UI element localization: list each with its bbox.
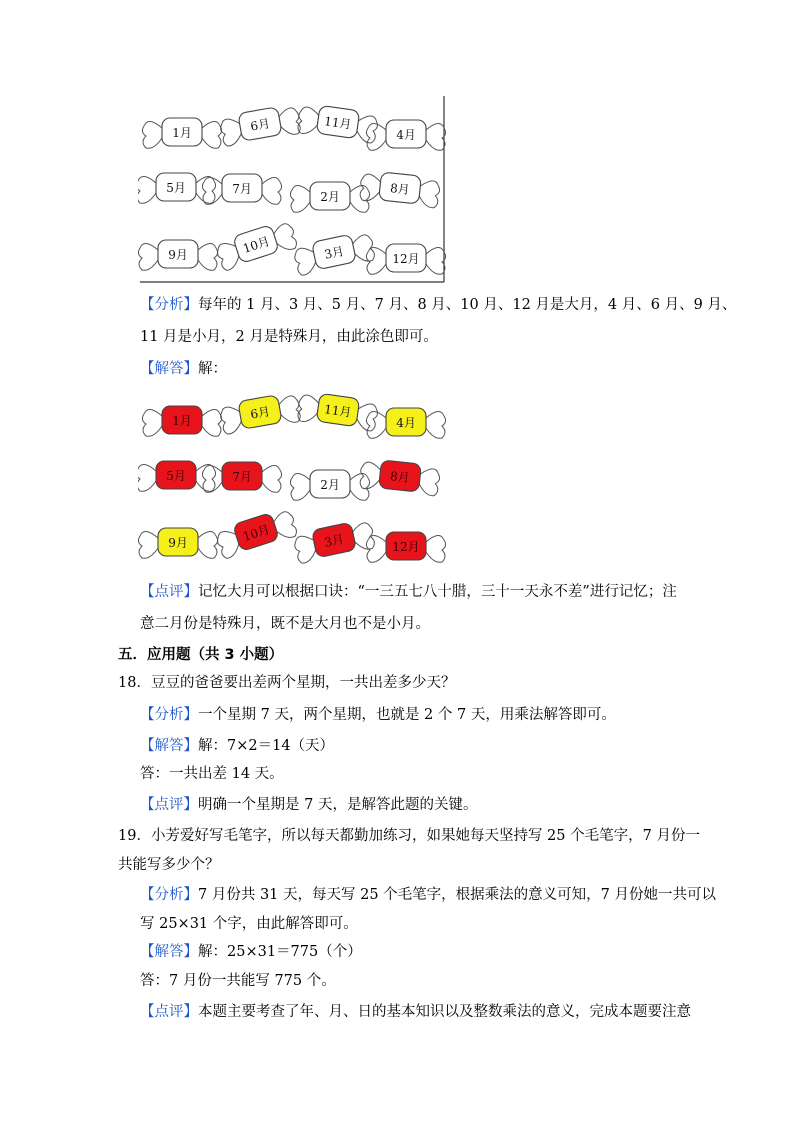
- candy-month-label: 1月: [172, 126, 192, 140]
- section-title: 五．应用题（共 3 小题）: [118, 647, 284, 663]
- candy-month-label: 4月: [396, 128, 416, 142]
- analysis-text: 7 月份共 31 天，每天写 25 个毛笔字，根据乘法的意义可知，7 月份她一共可以: [198, 887, 717, 903]
- q19-reply: 答：7 月份一共能写 775 个。: [140, 973, 336, 989]
- candy-month-label: 5月: [166, 469, 186, 483]
- uncolored-candy: [138, 173, 216, 203]
- candy-month-label: 6月: [249, 116, 272, 134]
- comment-1-line-1: [140, 582, 677, 602]
- colored-candy: [142, 406, 221, 436]
- candy-month-label: 11月: [323, 114, 353, 132]
- analysis-text: 一个星期 7 天，两个星期，也就是 2 个 7 天，用乘法解答即可。: [198, 707, 616, 723]
- answer-1-line: [140, 359, 227, 379]
- question-19-line-1: 19．小芳爱好写毛笔字，所以每天都勤加练习，如果她每天坚持写 25 个毛笔字，7 月份一: [118, 828, 700, 844]
- candy-figure-uncolored: [138, 92, 448, 284]
- answer-text: 解：25×31＝775（个）: [198, 944, 362, 960]
- analysis-1-line-1: [140, 295, 736, 315]
- analysis-tag: 【分析】: [140, 707, 198, 723]
- colored-candy: [290, 470, 369, 500]
- q18-comment-line: [140, 795, 477, 815]
- candy-month-label: 4月: [396, 416, 416, 430]
- colored-candy: [297, 391, 380, 432]
- uncolored-candy: [142, 118, 221, 148]
- comment-tag: 【点评】: [140, 797, 198, 813]
- uncolored-candy: [366, 244, 445, 274]
- candy-month-label: 10月: [241, 522, 272, 544]
- candy-month-label: 8月: [389, 469, 411, 485]
- comment-tag: 【点评】: [140, 1004, 198, 1020]
- analysis-text: 每年的 1 月、3 月、5 月、7 月、8 月、10 月、12 月是大月，4 月、6 月、9 月、: [198, 297, 737, 313]
- colored-candy: [214, 506, 299, 559]
- uncolored-candy: [138, 240, 217, 270]
- colored-candy: [366, 532, 445, 562]
- candy-month-label: 3月: [323, 532, 346, 550]
- uncolored-candy: [219, 103, 302, 147]
- comment-tag: 【点评】: [140, 584, 198, 600]
- candy-figure-colored: [138, 380, 448, 572]
- uncolored-candy: [214, 218, 299, 271]
- uncolored-candy: [297, 103, 380, 144]
- candy-month-label: 10月: [241, 234, 272, 256]
- uncolored-candy: [292, 230, 376, 276]
- answer-text: 解：7×2＝14（天）: [198, 738, 335, 754]
- candy-month-label: 11月: [323, 402, 353, 420]
- candy-month-label: 2月: [320, 190, 340, 204]
- comment-text: 记忆大月可以根据口诀：“一三五七八十腊，三十一天永不差”进行记忆；注: [198, 584, 677, 600]
- colored-candy: [138, 528, 217, 558]
- q18-analysis-line: [140, 705, 616, 725]
- colored-candy: [359, 458, 441, 496]
- analysis-text: 11 月是小月，2 月是特殊月，由此涂色即可。: [140, 329, 438, 345]
- analysis-tag: 【分析】: [140, 887, 198, 903]
- candy-month-label: 12月: [392, 252, 420, 266]
- answer-tag: 【解答】: [140, 944, 198, 960]
- comment-text: 本题主要考查了年、月、日的基本知识以及整数乘法的意义，完成本题要注意: [198, 1004, 691, 1020]
- q18-reply: 答：一共出差 14 天。: [140, 766, 284, 782]
- uncolored-candy: [359, 170, 441, 208]
- colored-candy: [292, 518, 376, 564]
- comment-text: 明确一个星期是 7 天，是解答此题的关键。: [198, 797, 478, 813]
- q19-analysis-line-2: 写 25×31 个字，由此解答即可。: [140, 916, 358, 932]
- q19-comment-line: [140, 1002, 691, 1022]
- colored-candy: [138, 461, 216, 491]
- candy-month-label: 8月: [389, 181, 411, 197]
- candy-month-label: 1月: [172, 414, 192, 428]
- candy-month-label: 5月: [166, 181, 186, 195]
- q19-answer-line: [140, 942, 362, 962]
- q18-answer-line: [140, 736, 334, 756]
- colored-candy: [366, 408, 445, 438]
- q19-analysis-line-1: [140, 885, 716, 905]
- analysis-1-line-2: [140, 327, 438, 347]
- comment-1-line-2: [140, 614, 430, 634]
- question-19-line-2: 共能写多少个？: [118, 857, 220, 873]
- answer-tag: 【解答】: [140, 361, 198, 377]
- candy-month-label: 9月: [168, 248, 188, 262]
- candy-month-label: 6月: [249, 404, 272, 422]
- answer-text: 解：: [198, 361, 227, 377]
- candy-month-label: 9月: [168, 536, 188, 550]
- uncolored-candy: [366, 120, 445, 150]
- candy-month-label: 12月: [392, 540, 420, 554]
- comment-text: 意二月份是特殊月，既不是大月也不是小月。: [140, 616, 430, 632]
- candy-month-label: 3月: [323, 244, 346, 262]
- answer-tag: 【解答】: [140, 738, 198, 754]
- candy-month-label: 7月: [232, 182, 252, 196]
- uncolored-candy: [290, 182, 369, 212]
- candy-month-label: 7月: [232, 470, 252, 484]
- colored-candy: [219, 391, 302, 435]
- analysis-tag: 【分析】: [140, 297, 198, 313]
- question-18: 18．豆豆的爸爸要出差两个星期，一共出差多少天？: [118, 675, 456, 691]
- candy-month-label: 2月: [320, 478, 340, 492]
